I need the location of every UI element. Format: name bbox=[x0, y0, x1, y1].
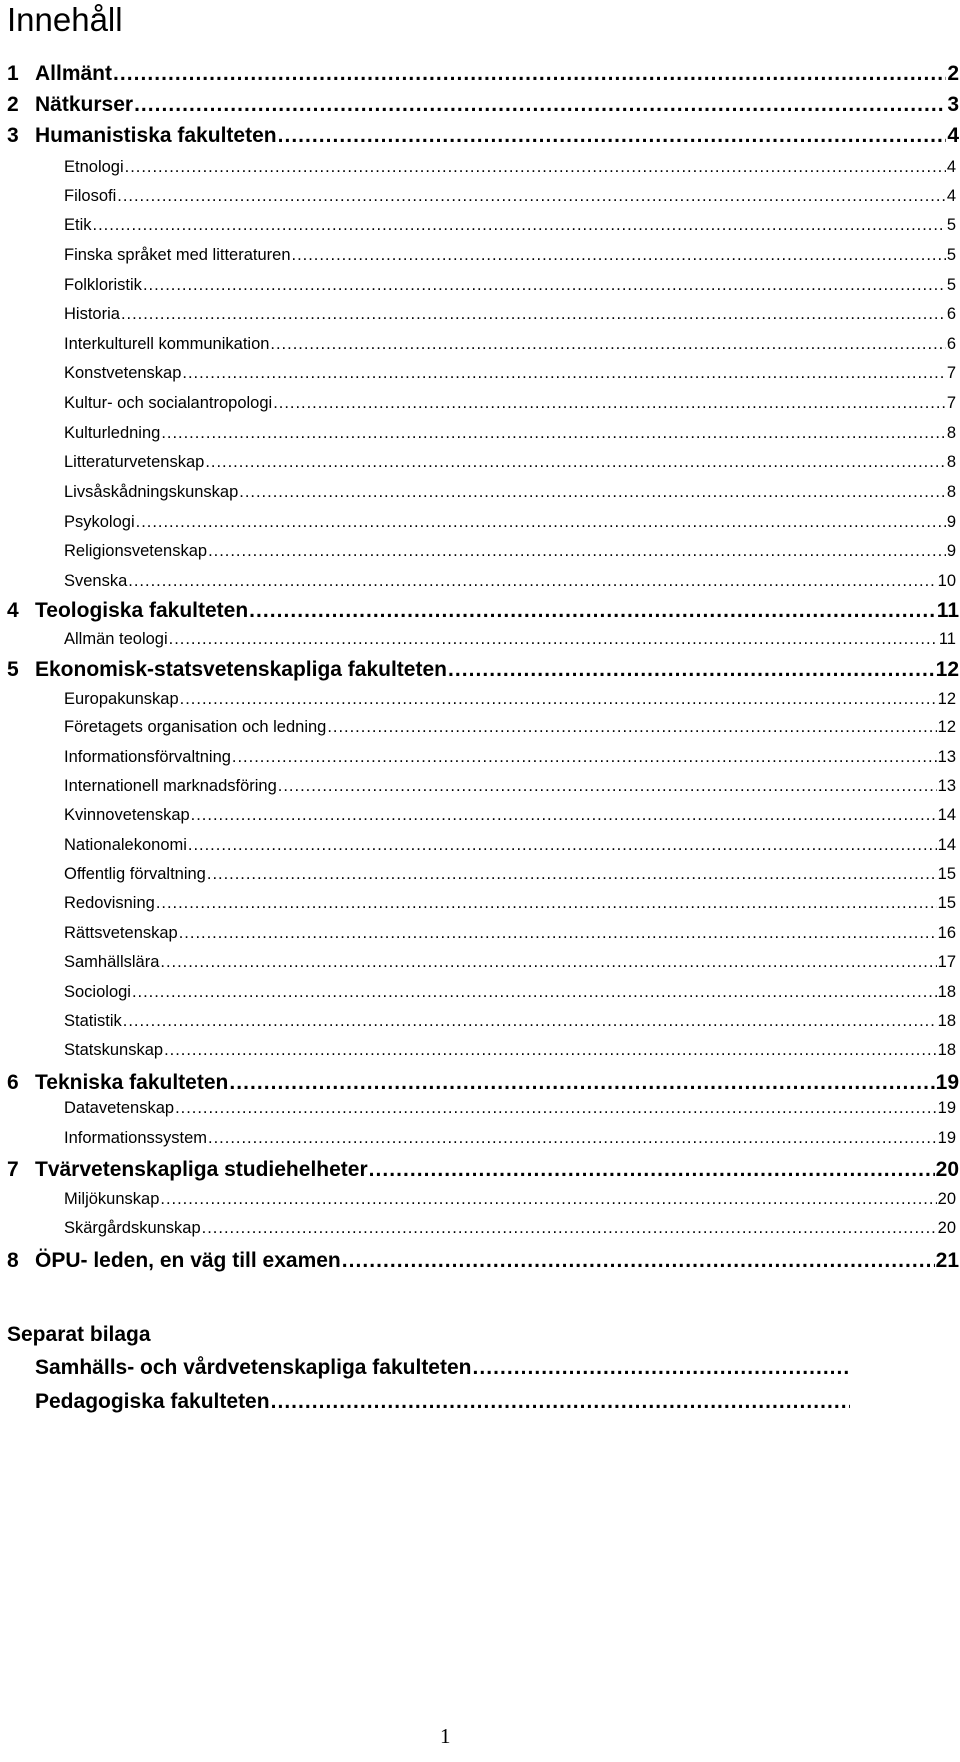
dot-leader bbox=[232, 748, 937, 767]
entry-number: 4 bbox=[7, 599, 19, 622]
entry-label: Interkulturell kommunikation bbox=[64, 335, 270, 353]
entry-label: Etnologi bbox=[64, 158, 124, 176]
entry-label: Europakunskap bbox=[64, 690, 179, 708]
entry-page-number: 18 bbox=[937, 1012, 956, 1030]
entry-label: Finska språket med litteraturen bbox=[64, 246, 291, 264]
toc-subject-entry[interactable] bbox=[64, 894, 956, 913]
entry-label: Folkloristik bbox=[64, 276, 142, 294]
toc-chapter-entry[interactable] bbox=[7, 124, 959, 148]
toc-subject-entry[interactable] bbox=[64, 364, 956, 383]
toc-chapter-entry[interactable] bbox=[7, 658, 959, 682]
dot-leader bbox=[205, 453, 945, 472]
dot-leader bbox=[207, 865, 937, 884]
entry-label: Kvinnovetenskap bbox=[64, 806, 190, 824]
entry-page-number: 20 bbox=[935, 1158, 959, 1181]
entry-page-number: 4 bbox=[947, 124, 959, 147]
entry-page-number: 9 bbox=[946, 513, 956, 531]
entry-page-number: 4 bbox=[946, 187, 956, 205]
entry-label: Pedagogiska fakulteten bbox=[35, 1390, 270, 1413]
entry-page-number: 19 bbox=[937, 1099, 956, 1117]
dot-leader bbox=[179, 924, 937, 943]
entry-page-number: 16 bbox=[937, 924, 956, 942]
toc-chapter-entry[interactable] bbox=[7, 1249, 959, 1273]
entry-label: Filosofi bbox=[64, 187, 117, 205]
entry-page-number: 18 bbox=[937, 1041, 956, 1059]
toc-subject-entry[interactable] bbox=[64, 983, 956, 1002]
dot-leader bbox=[278, 777, 937, 796]
dot-leader bbox=[175, 1099, 937, 1118]
dot-leader bbox=[164, 1041, 937, 1060]
toc-chapter-entry[interactable] bbox=[7, 1158, 959, 1182]
dot-leader bbox=[369, 1158, 935, 1182]
entry-label: Psykologi bbox=[64, 513, 135, 531]
entry-label: Internationell marknadsföring bbox=[64, 777, 277, 795]
entry-page-number: 11 bbox=[938, 630, 956, 648]
dot-leader bbox=[273, 394, 946, 413]
toc-subject-entry[interactable] bbox=[64, 630, 956, 649]
entry-label: Allmänt bbox=[35, 62, 113, 85]
toc-chapter-entry[interactable] bbox=[7, 1071, 959, 1095]
dot-leader bbox=[327, 718, 936, 737]
page-number: 1 bbox=[440, 1724, 451, 1748]
entry-page-number: 19 bbox=[935, 1071, 959, 1094]
toc-subject-entry[interactable] bbox=[64, 1041, 956, 1060]
toc-subject-entry[interactable] bbox=[64, 1219, 956, 1238]
dot-leader bbox=[180, 690, 937, 709]
dot-leader bbox=[342, 1249, 935, 1273]
toc-subject-entry[interactable] bbox=[64, 690, 956, 709]
toc-subject-entry[interactable] bbox=[64, 836, 956, 855]
entry-page-number: 3 bbox=[947, 93, 959, 116]
entry-label: Historia bbox=[64, 305, 120, 323]
entry-number: 6 bbox=[7, 1071, 19, 1094]
entry-label: Informationssystem bbox=[64, 1129, 208, 1147]
toc-subject-entry[interactable] bbox=[64, 542, 956, 561]
entry-page-number: 18 bbox=[937, 983, 956, 1001]
toc-subject-entry[interactable] bbox=[64, 453, 956, 472]
appendix-entry-social-care-sciences[interactable] bbox=[35, 1356, 851, 1380]
toc-subject-entry[interactable] bbox=[64, 158, 956, 177]
dot-leader bbox=[169, 630, 938, 649]
dot-leader bbox=[93, 216, 946, 235]
dot-leader bbox=[125, 158, 946, 177]
entry-label: Svenska bbox=[64, 572, 128, 590]
toc-subject-entry[interactable] bbox=[64, 572, 956, 591]
entry-page-number: 14 bbox=[937, 836, 956, 854]
dot-leader bbox=[271, 1390, 850, 1414]
toc-subject-entry[interactable] bbox=[64, 216, 956, 235]
entry-label: Kulturledning bbox=[64, 424, 161, 442]
entry-page-number: 8 bbox=[946, 483, 956, 501]
dot-leader bbox=[229, 1071, 934, 1095]
entry-label: Nationalekonomi bbox=[64, 836, 187, 854]
entry-page-number: 9 bbox=[946, 542, 956, 560]
entry-label: Skärgårdskunskap bbox=[64, 1219, 201, 1237]
entry-page-number: 5 bbox=[946, 246, 956, 264]
entry-label: Statistik bbox=[64, 1012, 122, 1030]
entry-page-number: 21 bbox=[935, 1249, 959, 1272]
entry-page-number: 6 bbox=[946, 305, 956, 323]
entry-page-number: 17 bbox=[937, 953, 956, 971]
toc-subject-entry[interactable] bbox=[64, 513, 956, 532]
separate-appendix-title: Separat bilaga bbox=[7, 1323, 151, 1346]
entry-page-number: 6 bbox=[946, 335, 956, 353]
dot-leader bbox=[161, 424, 945, 443]
entry-page-number: 13 bbox=[937, 777, 956, 795]
toc-subject-entry[interactable] bbox=[64, 953, 956, 972]
entry-label: Nätkurser bbox=[35, 93, 134, 116]
entry-label: Sociologi bbox=[64, 983, 131, 1001]
toc-subject-entry[interactable] bbox=[64, 865, 956, 884]
toc-subject-entry[interactable] bbox=[64, 777, 956, 796]
entry-label: Tekniska fakulteten bbox=[35, 1071, 229, 1094]
entry-page-number: 8 bbox=[946, 453, 956, 471]
toc-chapter-entry[interactable] bbox=[7, 93, 959, 117]
dot-leader bbox=[143, 276, 946, 295]
toc-subject-entry[interactable] bbox=[64, 1012, 956, 1031]
dot-leader bbox=[117, 187, 946, 206]
dot-leader bbox=[188, 836, 937, 855]
entry-page-number: 12 bbox=[937, 690, 956, 708]
entry-label: Företagets organisation och ledning bbox=[64, 718, 327, 736]
appendix-entry-pedagogy[interactable] bbox=[35, 1390, 851, 1414]
entry-label: Livsåskådningskunskap bbox=[64, 483, 239, 501]
entry-page-number: 14 bbox=[937, 806, 956, 824]
dot-leader bbox=[278, 124, 947, 148]
entry-number: 7 bbox=[7, 1158, 19, 1181]
toc-subject-entry[interactable] bbox=[64, 1129, 956, 1148]
dot-leader bbox=[121, 305, 946, 324]
entry-label: Tvärvetenskapliga studiehelheter bbox=[35, 1158, 368, 1181]
dot-leader bbox=[128, 572, 936, 591]
entry-page-number: 7 bbox=[946, 364, 956, 382]
entry-page-number: 15 bbox=[937, 894, 956, 912]
entry-label: Kultur- och socialantropologi bbox=[64, 394, 273, 412]
toc-subject-entry[interactable] bbox=[64, 718, 956, 737]
toc-subject-entry[interactable] bbox=[64, 305, 956, 324]
entry-label: Allmän teologi bbox=[64, 630, 168, 648]
entry-page-number: 20 bbox=[937, 1219, 956, 1237]
entry-page-number: 11 bbox=[936, 599, 959, 622]
page-title: Innehåll bbox=[7, 1, 123, 38]
dot-leader bbox=[132, 983, 937, 1002]
toc-chapter-entry[interactable] bbox=[7, 62, 959, 86]
dot-leader bbox=[208, 542, 946, 561]
toc-subject-entry[interactable] bbox=[64, 1099, 956, 1118]
entry-page-number: 13 bbox=[937, 748, 956, 766]
entry-label: Etik bbox=[64, 216, 92, 234]
entry-page-number: 19 bbox=[937, 1129, 956, 1147]
entry-label: Humanistiska fakulteten bbox=[35, 124, 277, 147]
entry-page-number: 7 bbox=[946, 394, 956, 412]
entry-page-number: 2 bbox=[947, 62, 959, 85]
toc-subject-entry[interactable] bbox=[64, 924, 956, 943]
entry-page-number: 12 bbox=[937, 718, 956, 736]
dot-leader bbox=[270, 335, 945, 354]
dot-leader bbox=[239, 483, 946, 502]
entry-label: Ekonomisk-statsvetenskapliga fakulteten bbox=[35, 658, 447, 681]
dot-leader bbox=[249, 599, 936, 623]
entry-label: Informationsförvaltning bbox=[64, 748, 231, 766]
entry-label: Litteraturvetenskap bbox=[64, 453, 205, 471]
dot-leader bbox=[292, 246, 946, 265]
entry-label: Statskunskap bbox=[64, 1041, 164, 1059]
toc-subject-entry[interactable] bbox=[64, 187, 956, 206]
entry-label: Konstvetenskap bbox=[64, 364, 182, 382]
toc-subject-entry[interactable] bbox=[64, 276, 956, 295]
entry-label: Rättsvetenskap bbox=[64, 924, 178, 942]
dot-leader bbox=[208, 1129, 937, 1148]
dot-leader bbox=[182, 364, 945, 383]
toc-subject-entry[interactable] bbox=[64, 335, 956, 354]
entry-label: Samhälls- och vårdvetenskapliga fakulteten bbox=[35, 1356, 472, 1379]
entry-page-number: 5 bbox=[946, 216, 956, 234]
toc-subject-entry[interactable] bbox=[64, 483, 956, 502]
entry-label: Teologiska fakulteten bbox=[35, 599, 249, 622]
entry-label: Redovisning bbox=[64, 894, 155, 912]
dot-leader bbox=[156, 894, 937, 913]
toc-chapter-entry[interactable] bbox=[7, 599, 959, 623]
entry-label: Religionsvetenskap bbox=[64, 542, 208, 560]
toc-subject-entry[interactable] bbox=[64, 246, 956, 265]
entry-label: Miljökunskap bbox=[64, 1190, 160, 1208]
entry-page-number: 12 bbox=[935, 658, 959, 681]
dot-leader bbox=[191, 806, 937, 825]
dot-leader bbox=[136, 513, 946, 532]
entry-label: Samhällslära bbox=[64, 953, 160, 971]
dot-leader bbox=[160, 953, 936, 972]
entry-page-number: 8 bbox=[946, 424, 956, 442]
toc-subject-entry[interactable] bbox=[64, 1190, 956, 1209]
toc-subject-entry[interactable] bbox=[64, 424, 956, 443]
dot-leader bbox=[202, 1219, 937, 1238]
toc-subject-entry[interactable] bbox=[64, 748, 956, 767]
entry-page-number: 20 bbox=[937, 1190, 956, 1208]
entry-page-number: 15 bbox=[937, 865, 956, 883]
entry-page-number: 4 bbox=[946, 158, 956, 176]
entry-label: Datavetenskap bbox=[64, 1099, 175, 1117]
entry-page-number: 5 bbox=[946, 276, 956, 294]
entry-number: 1 bbox=[7, 62, 19, 85]
dot-leader bbox=[160, 1190, 936, 1209]
entry-number: 2 bbox=[7, 93, 19, 116]
entry-label: Offentlig förvaltning bbox=[64, 865, 206, 883]
toc-subject-entry[interactable] bbox=[64, 394, 956, 413]
dot-leader bbox=[473, 1356, 851, 1380]
entry-number: 3 bbox=[7, 124, 19, 147]
entry-label: ÖPU- leden, en väg till examen bbox=[35, 1249, 341, 1272]
dot-leader bbox=[448, 658, 935, 682]
dot-leader bbox=[134, 93, 946, 117]
toc-subject-entry[interactable] bbox=[64, 806, 956, 825]
dot-leader bbox=[123, 1012, 937, 1031]
entry-number: 8 bbox=[7, 1249, 19, 1272]
dot-leader bbox=[113, 62, 946, 86]
entry-page-number: 10 bbox=[937, 572, 956, 590]
entry-number: 5 bbox=[7, 658, 19, 681]
